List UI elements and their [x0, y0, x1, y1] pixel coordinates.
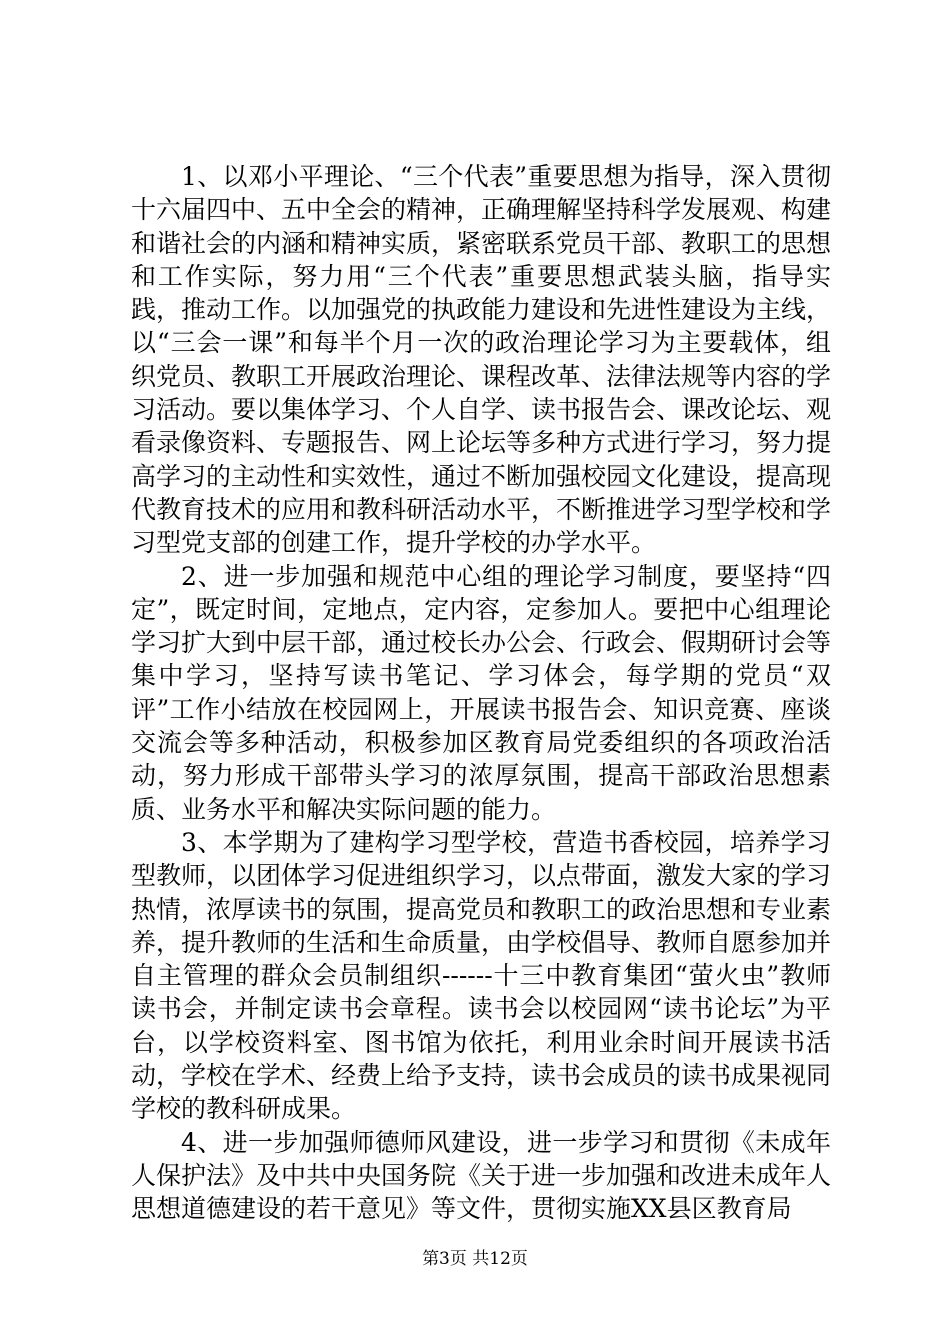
paragraph-4: 4、进一步加强师德师风建设，进一步学习和贯彻《未成年人保护法》及中共中央国务院《关于进一步加强和改进未成年人思想道德建设的若干意见》等文件，贯彻实施XX县区教育局: [131, 1127, 832, 1224]
paragraph-1: 1、以邓小平理论、“三个代表”重要思想为指导，深入贯彻十六届四中、五中全会的精神，正确理解坚持科学发展观、构建和谐社会的内涵和精神实质，紧密联系党员干部、教职工的思想和工作实际，努力用“三个代表”重要思想武装头脑，指导实践，推动工作。以加强党的执政能力建设和先进性建设为主线，以“三会一课”和每半个月一次的政治理论学习为主要载体，组织党员、教职工开展政治理论、课程改革、法律法规等内容的学习活动。要以集体学习、个人自学、读书报告会、课改论坛、观看录像资料、专题报告、网上论坛等多种方式进行学习，努力提高学习的主动性和实效性，通过不断加强校园文化建设，提高现代教育技术的应用和教科研活动水平，不断推进学习型学校和学习型党支部的创建工作，提升学校的办学水平。: [131, 162, 832, 558]
paragraph-2: 2、进一步加强和规范中心组的理论学习制度，要坚持“四定”，既定时间，定地点，定内容，定参加人。要把中心组理论学习扩大到中层干部，通过校长办公会、行政会、假期研讨会等集中学习，坚持写读书笔记、学习体会，每学期的党员“双评”工作小结放在校园网上，开展读书报告会、知识竞赛、座谈交流会等多种活动，积极参加区教育局党委组织的各项政治活动，努力形成干部带头学习的浓厚氛围，提高干部政治思想素质、业务水平和解决实际问题的能力。: [131, 561, 832, 824]
page-number-footer: 第3页 共12页: [422, 1249, 528, 1269]
paragraph-3: 3、本学期为了建构学习型学校，营造书香校园，培养学习型教师，以团体学习促进组织学习，以点带面，激发大家的学习热情，浓厚读书的氛围，提高党员和教职工的政治思想和专业素养，提升教师的生活和生命质量，由学校倡导、教师自愿参加并自主管理的群众会员制组织------十三中教育集团“萤火虫”教师读书会，并制定读书会章程。读书会以校园网“读书论坛”为平台，以学校资料室、图书馆为依托，利用业余时间开展读书活动，学校在学术、经费上给予支持，读书会成员的读书成果视同学校的教科研成果。: [131, 827, 832, 1124]
document-body: [131, 160, 831, 1226]
